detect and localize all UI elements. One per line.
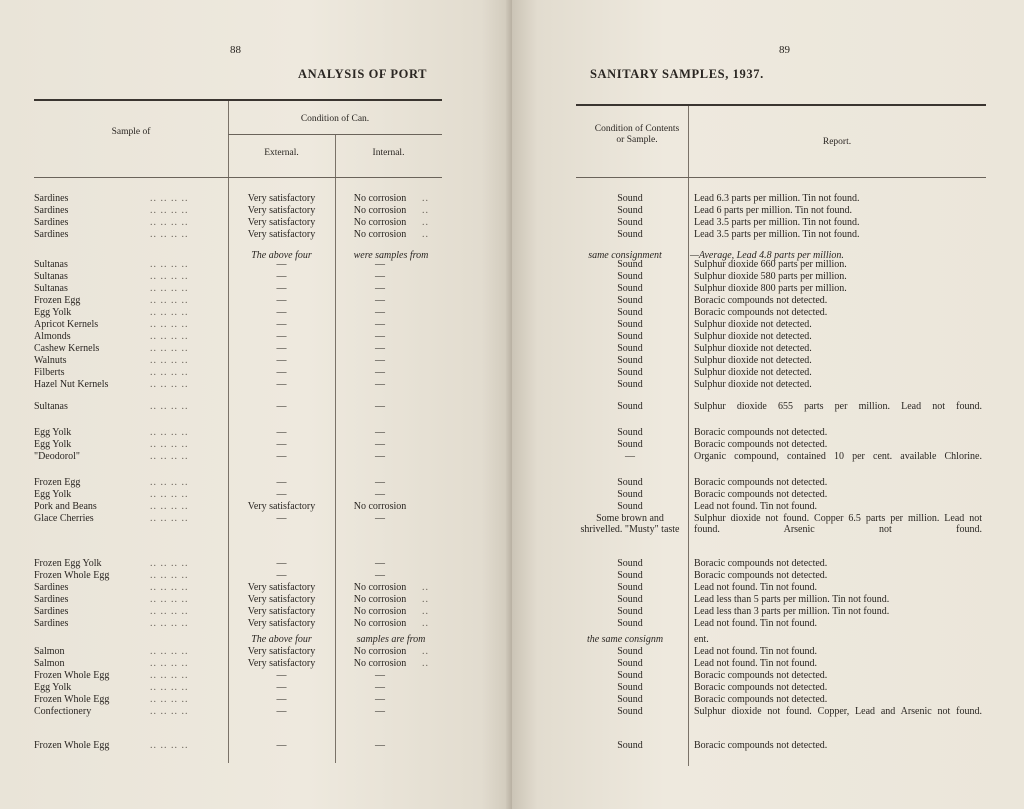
leader-dots: .. .. .. .. xyxy=(150,558,189,569)
condition-cell: Sound xyxy=(617,618,643,629)
leader-dots: .. .. .. .. xyxy=(150,513,189,524)
external-condition-cell: — xyxy=(276,682,287,693)
internal-condition-cell: — xyxy=(375,307,385,318)
condition-cell: — xyxy=(625,451,635,462)
internal-condition-cell: No corrosion xyxy=(353,217,407,228)
page-number-right: 89 xyxy=(779,44,790,56)
leader-dots: .. .. .. .. xyxy=(150,706,189,717)
sample-name-cell: Walnuts xyxy=(34,355,67,366)
report-cell: Boracic compounds not detected. xyxy=(694,295,828,306)
leader-dots: .. .. .. .. xyxy=(150,439,189,450)
external-condition-cell: Very satisfactory xyxy=(247,229,316,240)
external-condition-cell: — xyxy=(276,319,287,330)
report-cell: Sulphur dioxide not detected. xyxy=(694,331,812,342)
condition-cell: Sound xyxy=(617,594,643,605)
sample-name-cell: Frozen Whole Egg xyxy=(34,740,110,751)
condition-cell: Sound xyxy=(617,401,643,412)
sample-name-cell: Frozen Egg xyxy=(34,295,81,306)
sample-name-cell: Frozen Whole Egg xyxy=(34,694,110,705)
internal-condition-cell: — xyxy=(375,740,385,751)
internal-condition-cell: samples are from xyxy=(356,634,426,645)
condition-cell: Sound xyxy=(617,558,643,569)
sample-name-cell: Sardines xyxy=(34,618,69,629)
external-condition-cell: The above four xyxy=(251,250,312,261)
sample-name-cell: Sardines xyxy=(34,594,69,605)
page-title-right: SANITARY SAMPLES, 1937. xyxy=(590,67,764,81)
report-cell: Sulphur dioxide not detected. xyxy=(694,367,812,378)
leader-dots: .. .. .. .. xyxy=(150,658,189,669)
external-condition-cell: — xyxy=(276,439,287,450)
leader-dots: .. .. .. .. xyxy=(150,570,189,581)
external-condition-cell: — xyxy=(276,489,287,500)
report-cell: Sulphur dioxide 655 parts per million. Lead not found. xyxy=(694,401,982,412)
internal-condition-cell: — xyxy=(375,331,385,342)
internal-condition-cell: — xyxy=(375,513,385,524)
page-number-left: 88 xyxy=(230,44,241,56)
sample-name-cell: Egg Yolk xyxy=(34,427,72,438)
condition-cell: the same consignm xyxy=(586,634,664,645)
external-condition-cell: — xyxy=(276,367,287,378)
report-cell: Boracic compounds not detected. xyxy=(694,477,828,488)
internal-condition-cell: — xyxy=(375,343,385,354)
condition-cell: Sound xyxy=(617,439,643,450)
leader-dots: .. .. .. .. xyxy=(150,283,189,294)
leader-dots: .. xyxy=(422,217,429,228)
internal-condition-cell: No corrosion xyxy=(353,205,407,216)
condition-cell: Sound xyxy=(617,307,643,318)
report-cell: Organic compound, contained 10 per cent. available Chlorine. xyxy=(694,451,982,462)
leader-dots: .. .. .. .. xyxy=(150,594,189,605)
leader-dots: .. .. .. .. xyxy=(150,379,189,390)
sample-name-cell: Egg Yolk xyxy=(34,489,72,500)
leader-dots: .. .. .. .. xyxy=(150,682,189,693)
header-bottom-rule-right xyxy=(576,177,986,178)
report-cell: Sulphur dioxide not detected. xyxy=(694,343,812,354)
external-condition-cell: — xyxy=(276,283,287,294)
report-cell: Sulphur dioxide 580 parts per million. xyxy=(694,271,847,282)
header-report: Report. xyxy=(822,137,852,147)
leader-dots: .. xyxy=(422,193,429,204)
condition-cell: Sound xyxy=(617,694,643,705)
internal-condition-cell: No corrosion xyxy=(353,582,407,593)
sample-name-cell: Sardines xyxy=(34,229,69,240)
external-condition-cell: — xyxy=(276,343,287,354)
leader-dots: .. .. .. .. xyxy=(150,646,189,657)
condition-cell: Sound xyxy=(617,217,643,228)
external-condition-cell: — xyxy=(276,706,287,717)
internal-condition-cell: No corrosion xyxy=(353,646,407,657)
right-page xyxy=(512,0,1024,809)
leader-dots: .. .. .. .. xyxy=(150,451,189,462)
condition-cell: Sound xyxy=(617,570,643,581)
condition-cell: Sound xyxy=(617,343,643,354)
sample-name-cell: Sultanas xyxy=(34,283,68,294)
header-internal: Internal. xyxy=(372,148,405,158)
condition-cell: Sound xyxy=(617,740,643,751)
leader-dots: .. .. .. .. xyxy=(150,501,189,512)
report-cell: Boracic compounds not detected. xyxy=(694,489,828,500)
leader-dots: .. .. .. .. xyxy=(150,606,189,617)
internal-condition-cell: — xyxy=(375,489,385,500)
report-cell: Boracic compounds not detected. xyxy=(694,670,828,681)
sample-name-cell: Cashew Kernels xyxy=(34,343,100,354)
report-cell: Boracic compounds not detected. xyxy=(694,740,828,751)
leader-dots: .. .. .. .. xyxy=(150,229,189,240)
internal-condition-cell: — xyxy=(375,271,385,282)
report-cell: Lead 6 parts per million. Tin not found. xyxy=(694,205,853,216)
internal-condition-cell: — xyxy=(375,558,385,569)
leader-dots: .. .. .. .. xyxy=(150,427,189,438)
internal-condition-cell: — xyxy=(375,451,385,462)
internal-condition-cell: No corrosion xyxy=(353,594,407,605)
leader-dots: .. .. .. .. xyxy=(150,582,189,593)
sample-name-cell: Confectionery xyxy=(34,706,92,717)
leader-dots: .. .. .. .. xyxy=(150,331,189,342)
leader-dots: .. .. .. .. xyxy=(150,477,189,488)
internal-condition-cell: — xyxy=(375,427,385,438)
sample-name-cell: Sardines xyxy=(34,217,69,228)
internal-condition-cell: — xyxy=(375,401,385,412)
header-bottom-rule-left xyxy=(34,177,442,178)
leader-dots: .. .. .. .. xyxy=(150,193,189,204)
external-condition-cell: — xyxy=(276,271,287,282)
external-condition-cell: — xyxy=(276,558,287,569)
leader-dots: .. .. .. .. xyxy=(150,489,189,500)
leader-dots: .. .. .. .. xyxy=(150,319,189,330)
report-cell: —Average, Lead 4.8 parts per million. xyxy=(690,250,844,261)
condition-cell: Sound xyxy=(617,489,643,500)
internal-condition-cell: No corrosion xyxy=(353,618,407,629)
page-title-left: ANALYSIS OF PORT xyxy=(298,67,428,81)
external-condition-cell: Very satisfactory xyxy=(247,594,316,605)
leader-dots: .. .. .. .. xyxy=(150,205,189,216)
condition-cell: Sound xyxy=(617,670,643,681)
sample-name-cell: Salmon xyxy=(34,658,65,669)
condition-cell: Sound xyxy=(617,283,643,294)
internal-condition-cell: — xyxy=(375,295,385,306)
leader-dots: .. .. .. .. xyxy=(150,401,189,412)
condition-cell: Sound xyxy=(617,193,643,204)
report-cell: Lead not found. Tin not found. xyxy=(694,582,818,593)
external-condition-cell: — xyxy=(276,451,287,462)
condition-cell: Sound xyxy=(617,367,643,378)
sample-name-cell: Glace Cherries xyxy=(34,513,94,524)
leader-dots: .. .. .. .. xyxy=(150,367,189,378)
external-condition-cell: — xyxy=(276,670,287,681)
sample-name-cell: Sultanas xyxy=(34,271,68,282)
sample-name-cell: Frozen Egg xyxy=(34,477,81,488)
leader-dots: .. xyxy=(422,606,429,617)
condition-cell: Sound xyxy=(617,319,643,330)
report-cell: ent. xyxy=(694,634,709,645)
sample-name-cell: Sultanas xyxy=(34,401,68,412)
condition-cell: Sound xyxy=(617,295,643,306)
leader-dots: .. xyxy=(422,582,429,593)
condition-cell: Sound xyxy=(617,259,643,270)
condition-cell: Sound xyxy=(617,501,643,512)
internal-condition-cell: No corrosion xyxy=(353,193,407,204)
sample-name-cell: Egg Yolk xyxy=(34,682,72,693)
sample-name-cell: Filberts xyxy=(34,367,65,378)
external-condition-cell: — xyxy=(276,331,287,342)
leader-dots: .. xyxy=(422,229,429,240)
external-condition-cell: — xyxy=(276,477,287,488)
internal-condition-cell: — xyxy=(375,682,385,693)
condition-cell: Sound xyxy=(617,379,643,390)
sample-name-cell: Sardines xyxy=(34,606,69,617)
internal-condition-cell: — xyxy=(375,319,385,330)
sample-name-cell: Sardines xyxy=(34,193,69,204)
leader-dots: .. .. .. .. xyxy=(150,670,189,681)
internal-condition-cell: — xyxy=(375,355,385,366)
report-cell: Sulphur dioxide 800 parts per million. xyxy=(694,283,847,294)
internal-condition-cell: No corrosion xyxy=(353,658,407,669)
report-cell: Boracic compounds not detected. xyxy=(694,570,828,581)
sample-name-cell: Egg Yolk xyxy=(34,439,72,450)
report-cell: Lead 3.5 parts per million. Tin not found. xyxy=(694,217,860,228)
report-cell: Boracic compounds not detected. xyxy=(694,682,828,693)
can-header-rule xyxy=(228,134,442,135)
external-condition-cell: — xyxy=(276,694,287,705)
report-cell: Lead not found. Tin not found. xyxy=(694,646,818,657)
external-condition-cell: — xyxy=(276,295,287,306)
header-condition: Condition of Contents or Sample. xyxy=(594,124,680,145)
column-divider-condition xyxy=(688,106,689,766)
leader-dots: .. .. .. .. xyxy=(150,307,189,318)
external-condition-cell: Very satisfactory xyxy=(247,658,316,669)
table-top-rule-left xyxy=(34,99,442,101)
report-cell: Sulphur dioxide not detected. xyxy=(694,379,812,390)
leader-dots: .. .. .. .. xyxy=(150,618,189,629)
external-condition-cell: Very satisfactory xyxy=(247,646,316,657)
internal-condition-cell: were samples from xyxy=(353,250,429,261)
report-cell: Lead not found. Tin not found. xyxy=(694,618,818,629)
report-cell: Boracic compounds not detected. xyxy=(694,307,828,318)
table-top-rule-right xyxy=(576,104,986,106)
condition-cell: Sound xyxy=(617,205,643,216)
sample-name-cell: Hazel Nut Kernels xyxy=(34,379,109,390)
report-cell: Boracic compounds not detected. xyxy=(694,427,828,438)
internal-condition-cell: — xyxy=(375,379,385,390)
report-cell: Boracic compounds not detected. xyxy=(694,694,828,705)
external-condition-cell: — xyxy=(276,740,287,751)
condition-cell: Sound xyxy=(617,477,643,488)
external-condition-cell: Very satisfactory xyxy=(247,501,316,512)
leader-dots: .. .. .. .. xyxy=(150,217,189,228)
sample-name-cell: Frozen Whole Egg xyxy=(34,670,110,681)
condition-cell: Sound xyxy=(617,331,643,342)
condition-cell: Sound xyxy=(617,682,643,693)
condition-cell: Sound xyxy=(617,658,643,669)
report-cell: Lead 3.5 parts per million. Tin not found. xyxy=(694,229,860,240)
report-cell: Sulphur dioxide not found. Copper, Lead and Arsenic not found. xyxy=(694,706,982,717)
report-cell: Sulphur dioxide not detected. xyxy=(694,355,812,366)
external-condition-cell: The above four xyxy=(251,634,312,645)
external-condition-cell: Very satisfactory xyxy=(247,217,316,228)
internal-condition-cell: — xyxy=(375,570,385,581)
sample-name-cell: Egg Yolk xyxy=(34,307,72,318)
internal-condition-cell: — xyxy=(375,283,385,294)
sample-name-cell: Sultanas xyxy=(34,259,68,270)
sample-name-cell: Pork and Beans xyxy=(34,501,97,512)
condition-cell: Sound xyxy=(617,606,643,617)
sample-name-cell: Salmon xyxy=(34,646,65,657)
external-condition-cell: — xyxy=(276,401,287,412)
header-condition-of-can: Condition of Can. xyxy=(300,114,370,124)
external-condition-cell: — xyxy=(276,427,287,438)
condition-cell: Sound xyxy=(617,355,643,366)
sample-name-cell: Frozen Whole Egg xyxy=(34,570,110,581)
leader-dots: .. xyxy=(422,205,429,216)
leader-dots: .. xyxy=(422,658,429,669)
report-cell: Boracic compounds not detected. xyxy=(694,558,828,569)
condition-cell: Sound xyxy=(617,646,643,657)
internal-condition-cell: No corrosion xyxy=(353,229,407,240)
condition-cell: Sound xyxy=(617,582,643,593)
internal-condition-cell: — xyxy=(375,439,385,450)
internal-condition-cell: — xyxy=(375,477,385,488)
leader-dots: .. .. .. .. xyxy=(150,694,189,705)
internal-condition-cell: No corrosion xyxy=(353,606,407,617)
external-condition-cell: — xyxy=(276,570,287,581)
header-sample-of: Sample of xyxy=(111,127,151,137)
internal-condition-cell: — xyxy=(375,706,385,717)
sample-name-cell: Sardines xyxy=(34,582,69,593)
sample-name-cell: "Deodorol" xyxy=(34,451,80,462)
internal-condition-cell: — xyxy=(375,694,385,705)
report-cell: Sulphur dioxide 660 parts per million. xyxy=(694,259,847,270)
leader-dots: .. .. .. .. xyxy=(150,343,189,354)
internal-condition-cell: — xyxy=(375,670,385,681)
external-condition-cell: — xyxy=(276,259,287,270)
leader-dots: .. xyxy=(422,618,429,629)
report-cell: Boracic compounds not detected. xyxy=(694,439,828,450)
external-condition-cell: — xyxy=(276,307,287,318)
leader-dots: .. .. .. .. xyxy=(150,740,189,751)
condition-cell: Some brown and shrivelled. "Musty" taste xyxy=(580,513,680,535)
external-condition-cell: — xyxy=(276,513,287,524)
external-condition-cell: Very satisfactory xyxy=(247,606,316,617)
condition-cell: Sound xyxy=(617,271,643,282)
report-cell: Lead not found. Tin not found. xyxy=(694,501,818,512)
sample-name-cell: Sardines xyxy=(34,205,69,216)
leader-dots: .. .. .. .. xyxy=(150,295,189,306)
internal-condition-cell: — xyxy=(375,367,385,378)
report-cell: Sulphur dioxide not found. Copper 6.5 parts per million. Lead not found. Arsenic not found. xyxy=(694,513,982,535)
condition-cell: same consignment xyxy=(588,250,662,261)
report-cell: Lead not found. Tin not found. xyxy=(694,658,818,669)
internal-condition-cell: — xyxy=(375,259,385,270)
leader-dots: .. xyxy=(422,594,429,605)
external-condition-cell: Very satisfactory xyxy=(247,205,316,216)
leader-dots: .. .. .. .. xyxy=(150,259,189,270)
condition-cell: Sound xyxy=(617,229,643,240)
condition-cell: Sound xyxy=(617,706,643,717)
report-cell: Lead less than 3 parts per million. Tin not found. xyxy=(694,606,890,617)
external-condition-cell: — xyxy=(276,355,287,366)
report-cell: Sulphur dioxide not detected. xyxy=(694,319,812,330)
external-condition-cell: Very satisfactory xyxy=(247,193,316,204)
report-cell: Lead 6.3 parts per million. Tin not found. xyxy=(694,193,860,204)
sample-name-cell: Frozen Egg Yolk xyxy=(34,558,102,569)
header-external: External. xyxy=(264,148,299,158)
leader-dots: .. xyxy=(422,646,429,657)
condition-cell: Sound xyxy=(617,427,643,438)
leader-dots: .. .. .. .. xyxy=(150,271,189,282)
sample-name-cell: Apricot Kernels xyxy=(34,319,99,330)
external-condition-cell: Very satisfactory xyxy=(247,618,316,629)
sample-name-cell: Almonds xyxy=(34,331,71,342)
external-condition-cell: — xyxy=(276,379,287,390)
leader-dots: .. .. .. .. xyxy=(150,355,189,366)
external-condition-cell: Very satisfactory xyxy=(247,582,316,593)
report-cell: Lead less than 5 parts per million. Tin not found. xyxy=(694,594,890,605)
internal-condition-cell: No corrosion xyxy=(353,501,407,512)
